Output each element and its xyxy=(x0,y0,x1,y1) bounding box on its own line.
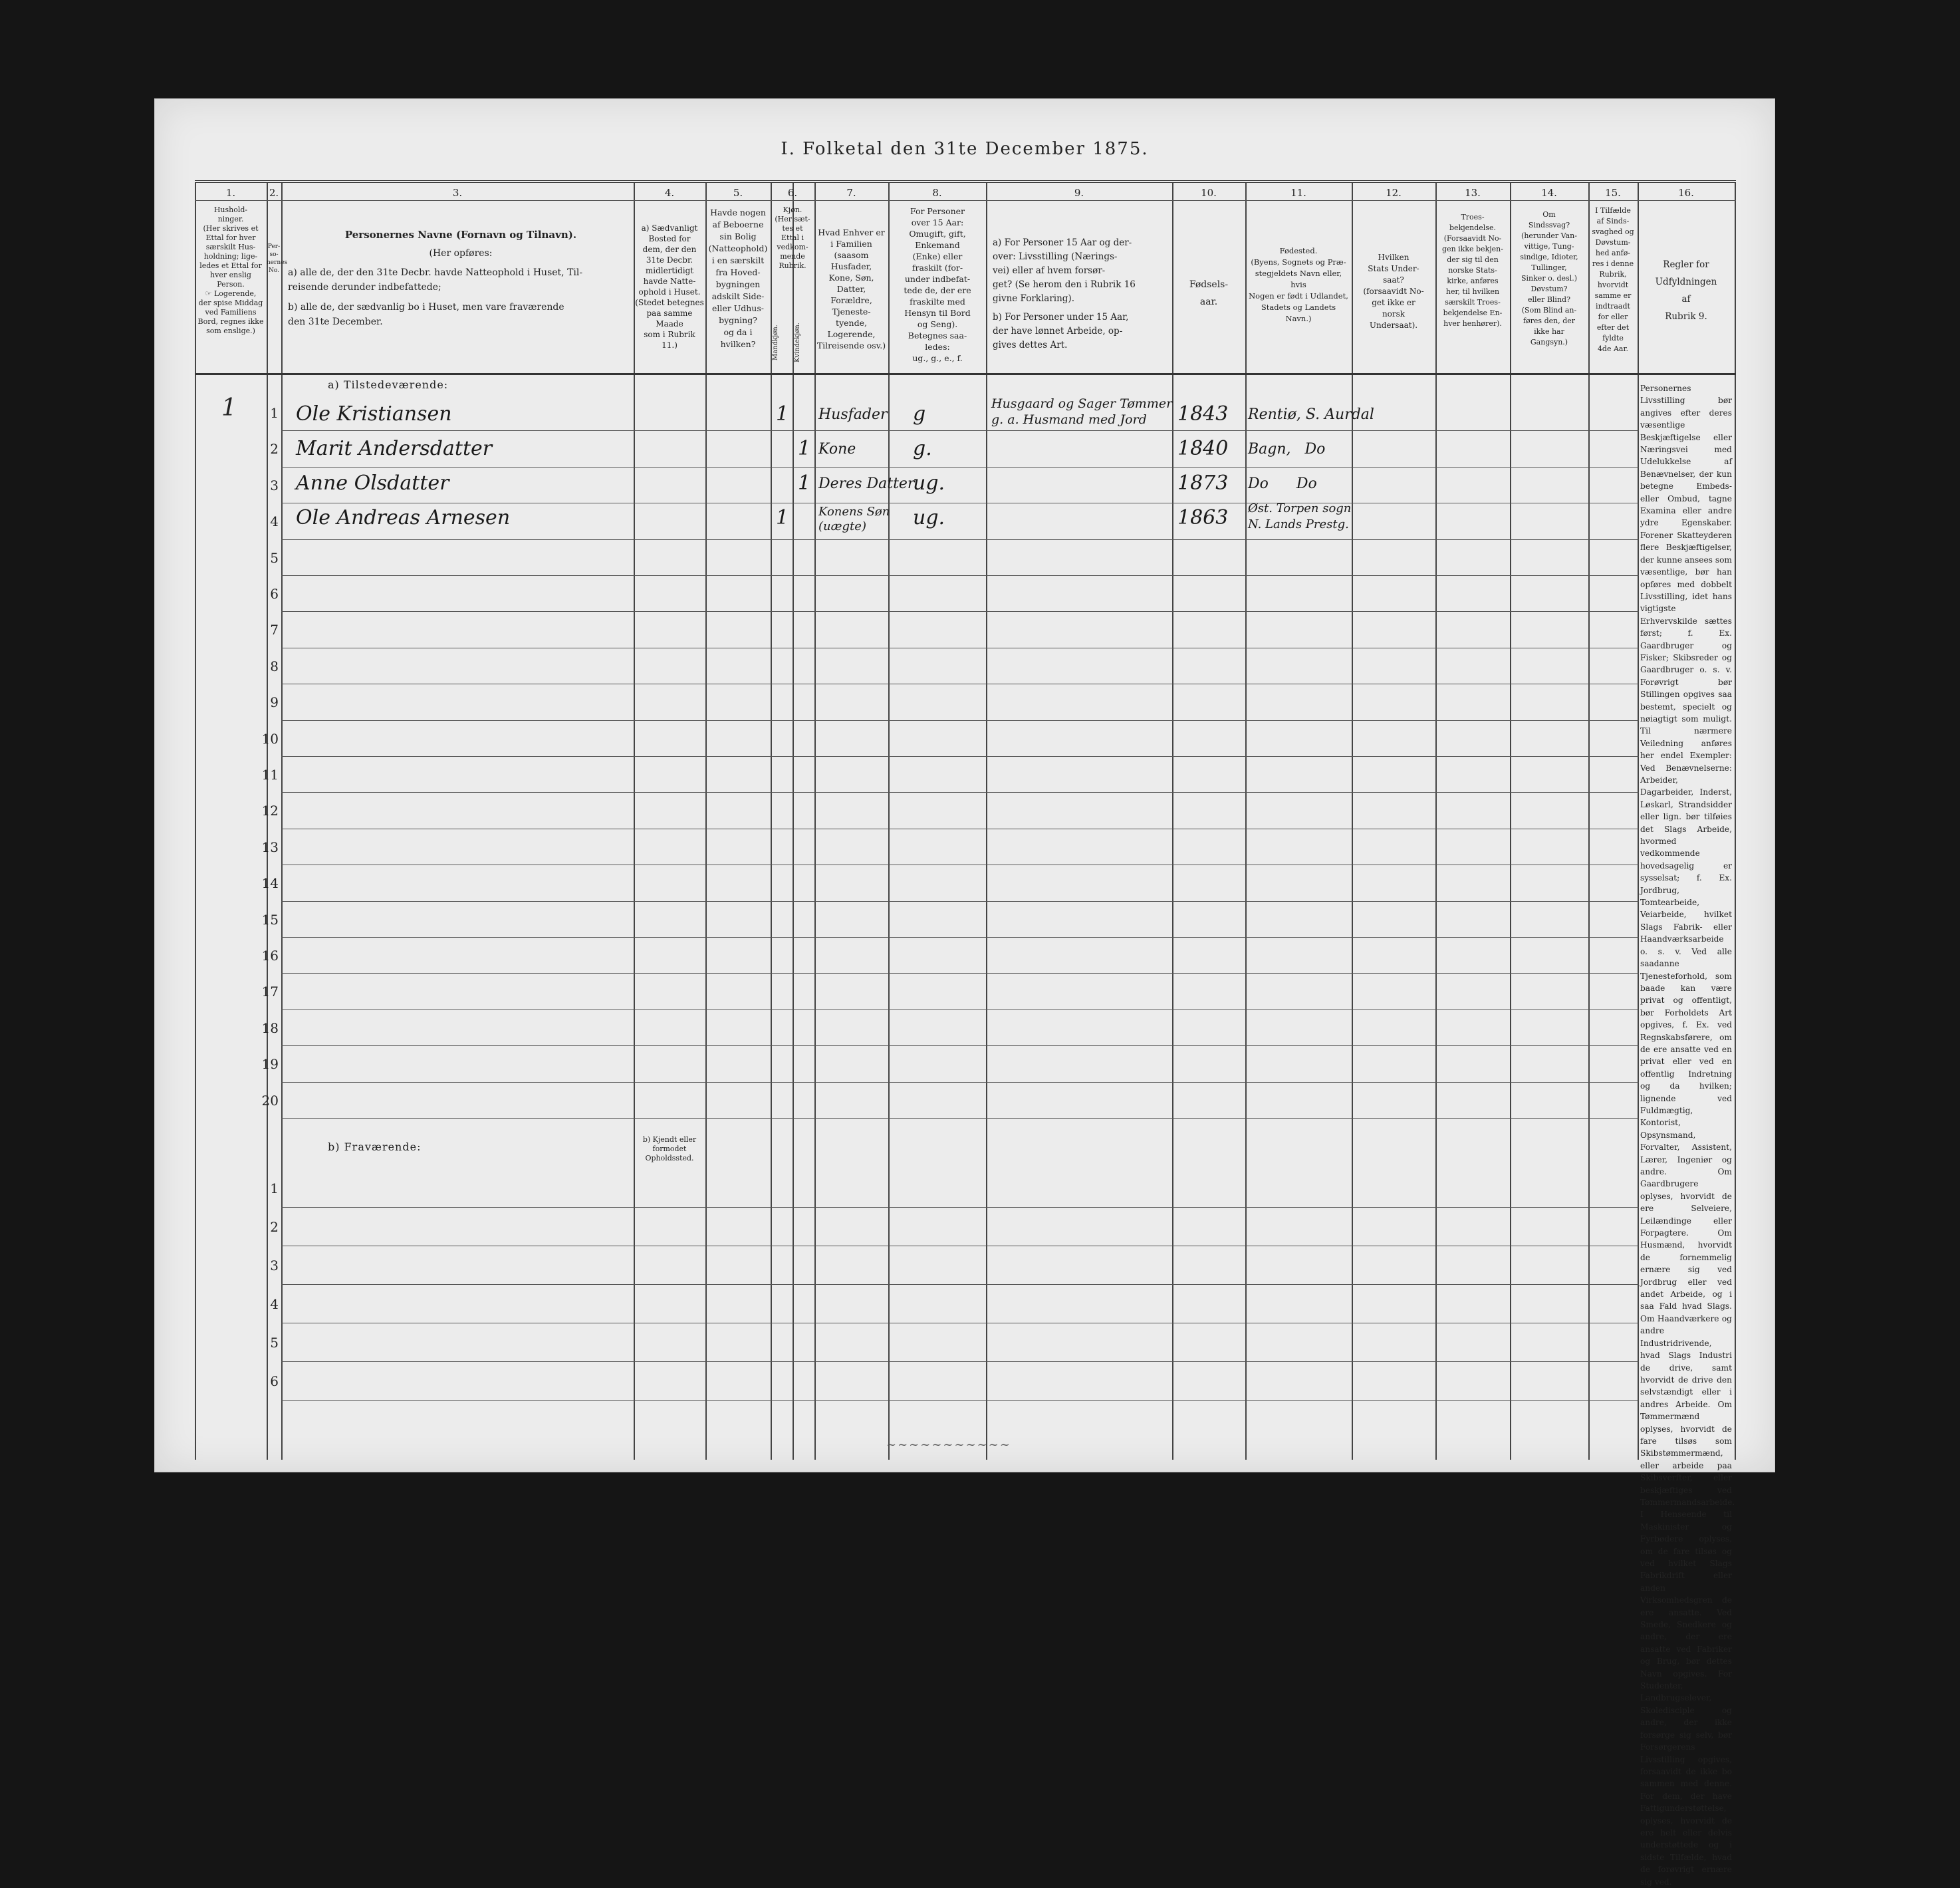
row-number: 1 xyxy=(270,405,279,421)
absent-row-number: 3 xyxy=(270,1258,279,1274)
header-num-line xyxy=(195,200,1736,201)
person-name: Marit Andersdatter xyxy=(296,437,493,460)
row-number: 7 xyxy=(270,622,279,638)
birthplace: Do Do xyxy=(1248,475,1317,492)
header-col16: Regler for Udfyldningen af Rubrik 9. xyxy=(1655,259,1717,322)
sex-female-mark: 1 xyxy=(798,437,811,460)
row-number: 18 xyxy=(261,1019,279,1036)
absent-row-number: 5 xyxy=(270,1335,279,1351)
colnum-14: 14. xyxy=(1541,187,1557,199)
person-name: Anne Olsdatter xyxy=(296,472,449,495)
header-col11: Fødested. (Byens, Sognets og Præ- stegjeldets Navn eller, hvis Nogen er født i Udlandet, Stadets og Landets Navn.) xyxy=(1249,246,1348,323)
row-number: 14 xyxy=(261,875,279,892)
header-col12: Hvilken Stats Under- saat? (forsaavidt No- get ikke er norsk Undersaat). xyxy=(1363,253,1424,330)
row-line xyxy=(281,611,1639,612)
sex-male-mark: 1 xyxy=(776,506,789,529)
row-line xyxy=(281,792,1639,793)
header-col6-male: Mandkjøn. xyxy=(772,325,779,360)
birthplace: Øst. Torpen sogn N. Lands Prestg. xyxy=(1248,501,1352,531)
census-table xyxy=(195,180,1736,1887)
row-number: 2 xyxy=(270,441,279,458)
row-line xyxy=(281,1118,1639,1119)
row-number: 11 xyxy=(261,767,279,783)
sex-male-mark: 1 xyxy=(776,402,789,426)
colnum-10: 10. xyxy=(1201,187,1217,199)
occupation: Husgaard og Sager Tømmer g. a. Husmand med Jord xyxy=(991,396,1173,427)
absent-row-number: 4 xyxy=(270,1296,279,1312)
colnum-15: 15. xyxy=(1605,187,1621,199)
header-col3-title: Personernes Navne (Fornavn og Tilnavn). xyxy=(344,229,577,241)
absent-row-line xyxy=(281,1284,1639,1285)
row-number: 17 xyxy=(261,984,279,1000)
row-number: 13 xyxy=(261,839,279,855)
row-line xyxy=(281,467,1639,468)
family-role: Konens Søn (uægte) xyxy=(818,505,890,533)
colnum-8: 8. xyxy=(932,187,942,199)
row-line xyxy=(281,1082,1639,1083)
row-number: 3 xyxy=(270,477,279,493)
row-number: 4 xyxy=(270,513,279,530)
row-number: 9 xyxy=(270,694,279,711)
header-col4: a) Sædvanligt Bosted for dem, der den 31te Decbr. midlertidigt havde Natte- ophold i Huset. (Stedet betegnes paa samme Maade som i Rubrik 11.) xyxy=(635,223,704,350)
marital-status: ug. xyxy=(913,472,945,495)
family-role: Kone xyxy=(818,441,856,458)
header-col14: Om Sindssvag? (herunder Van- vittige, Tung- sindige, Idioter, Tullinger, Sinker o. desl.) Døvstum? eller Blind? (Som Blind an- føres den, der ikke har Gangsyn.) xyxy=(1520,210,1578,346)
birth-year: 1873 xyxy=(1177,472,1229,495)
header-col6: Kjøn. (Her sæt- tes et Ettal i vedkom- mende Rubrik. xyxy=(775,205,810,270)
birth-year: 1843 xyxy=(1177,402,1229,426)
header-col3-sub: (Her opføres: xyxy=(429,248,493,259)
absent-row-line xyxy=(281,1361,1639,1362)
birthplace: Rentiø, S. Aurdal xyxy=(1248,406,1374,423)
row-number: 16 xyxy=(261,948,279,964)
colnum-6: 6. xyxy=(787,187,798,199)
row-line xyxy=(281,756,1639,757)
header-col1: Hushold- ninger. (Her skrives et Ettal for hver særskilt Hus- holdning; lige- ledes et Ettal for hver enslig Person. ☞ Logerende, der spise Middag ved Familiens Bord, regnes ikke som enslige.) xyxy=(197,205,264,335)
household-mark: 1 xyxy=(221,394,237,422)
absent-row-line xyxy=(281,1400,1639,1401)
header-col6-female: Kvindekjøn. xyxy=(794,323,801,362)
section-absent: b) Fraværende: xyxy=(328,1141,422,1153)
row-line xyxy=(281,937,1639,938)
row-number: 19 xyxy=(261,1056,279,1073)
row-line xyxy=(281,539,1639,540)
row-number: 10 xyxy=(261,730,279,747)
header-col7: Hvad Enhver er i Familien (saasom Husfader, Kone, Søn, Datter, Forældre, Tjeneste- tyende, Logerende, Tilreisende osv.) xyxy=(816,227,886,350)
absent-row-number: 1 xyxy=(270,1180,279,1196)
row-number: 5 xyxy=(270,549,279,566)
colnum-3: 3. xyxy=(452,187,463,199)
header-col9-a: a) For Personer 15 Aar og der- over: Livsstilling (Nærings- vei) eller af hvem forsør- get? (Se herom den i Rubrik 16 givne Forklaring). xyxy=(993,237,1136,304)
header-col10: Fødsels- aar. xyxy=(1189,279,1229,307)
header-col5: Havde nogen af Beboerne sin Bolig (Natteophold) i en særskilt fra Hoved- bygningen adskilt Side- eller Udhus- bygning? og da i hvilken? xyxy=(708,207,768,349)
row-line xyxy=(281,575,1639,576)
header-bottom-line xyxy=(195,373,1736,375)
header-col3-b: b) alle de, der sædvanlig bo i Huset, men vare fraværende den 31te December. xyxy=(288,302,564,327)
header-col15: I Tilfælde af Sinds- svaghed og Døvstum- hed anfø- res i denne Rubrik, hvorvidt samme er indtraadt for eller efter det fyldte 4de Aar. xyxy=(1592,206,1634,353)
colnum-7: 7. xyxy=(846,187,856,199)
birthplace: Bagn, Do xyxy=(1248,441,1326,458)
header-col13: Troes- bekjendelse. (Forsaavidt No- gen ikke bekjen- der sig til den norske Stats- kirke, anføres her, til hvilken særskilt Troes- bekjendelse En- hver henhører). xyxy=(1442,213,1503,328)
row-number: 20 xyxy=(261,1092,279,1109)
footer-mark: ~~~~~~~~~~~ xyxy=(886,1438,1011,1452)
header-col3-a: a) alle de, der den 31te Decbr. havde Natteophold i Huset, Til- reisende derunder indbefattede; xyxy=(288,267,583,293)
birth-year: 1863 xyxy=(1177,506,1229,529)
person-name: Ole Kristiansen xyxy=(296,402,452,426)
rules-text: Personernes Livsstilling bør angives efter deres væsentlige Beskjæftigelse eller Næringsvei med Udelukkelse af Benævnelser, der kun betegne Embeds- eller Ombud, tagne Examina eller andre ydre Egenskaber. Forener Skatteyderen flere Beskjæftigelser, der kunne ansees som væsentlige, bør han opføres med dobbelt Livsstilling, idet hans vigtigste Erhvervskilde sættes først; f. Ex. Gaardbruger og Fisker; Skibsreder og Gaardbruger o. s. v. Forøvrigt bør Stillingen opgives saa bestemt, specielt og nøiagtigt som muligt. Til nærmere Veiledning anføres her endel Exempler: Ved Benævnelserne: Arbeider, Dagarbeider, Inderst, Løskarl, Strandsidder eller lign. bør tilføies det Slags Arbeide, hvormed vedkommende hovedsagelig er sysselsat; f. Ex. Jordbrug, Tomtearbeide, Veiarbeide, hvilket Slags Fabrik- eller Haandværksarbeide o. s. v. Ved alle saadanne Tjenesteforhold, som baade kan være privat og offentligt, bør Forholdets Art opgives, f. Ex. ved Regnskabsførere, om de ere ansatte ved en privat eller ved en offentlig Indretning og da hvilken; lignende ved Fuldmægtig, Kontorist, Opsynsmand, Forvalter, Assistent, Lærer, Ingeniør og andre. Om Gaardbrugere oplyses, hvorvidt de ere Selveiere, Leilændinge eller Forpagtere. Om Husmænd, hvorvidt de fornemmelig ernære sig ved Jordbrug eller ved andet Arbeide, og i saa Fald hvad Slags. Om Haandværkere og andre Industridrivende, hvad Slags Industri de drive, samt hvorvidt de drive den selvstændigt eller i andres Arbeide. Om Tømmermænd oplyses, hvorvidt de fare tilsøs som Skibstømmermænd, eller arbeide paa Skibsverfter, eller beskjæftiges ved Tømmermandsarbeide. I Henseende til Maskinister og Fyrbødere oplyses, om de fare tilsøs og ved hvilket Slags Fabrikdrift eller anden Virksomhedsgren de ere ansatte. Ved Smede, Snedkere og andre, der ere ansatte ved Fabriker og Brug, bør dettes Navn opgives. For Studenter, Landbrugselever, Skoledisciple og andre, der ikke forsørge sig selv, bør Forsørgerens Livsstilling opgives, forsaavidt de ikke bo sammen med denne. For dem, der have Fattigunderstøttelse, oplyses, hvorvidt de ere helt eller delvis understøttede og i sidste Tilfælde, hvad de forøvrigt ernære sig ved. xyxy=(1640,384,1735,1887)
marital-status: ug. xyxy=(913,506,945,529)
section-present: a) Tilstedeværende: xyxy=(328,378,449,391)
census-page xyxy=(154,98,1775,1887)
colnum-1: 1. xyxy=(225,187,236,199)
colnum-12: 12. xyxy=(1386,187,1402,199)
marital-status: g. xyxy=(913,437,932,460)
family-role: Husfader xyxy=(818,406,888,423)
header-col9-b: b) For Personer under 15 Aar, der have lønnet Arbeide, op- gives dettes Art. xyxy=(993,312,1129,350)
header-col8: For Personer over 15 Aar: Omugift, gift, Enkemand (Enke) eller fraskilt (for- under indbefat- tede de, der ere fraskilte med Hensyn til Bord og Seng). Betegnes saa- ledes: ug., g., e., f. xyxy=(904,206,971,363)
colnum-2: 2. xyxy=(269,187,279,199)
row-number: 8 xyxy=(270,658,279,674)
row-line xyxy=(281,901,1639,902)
birth-year: 1840 xyxy=(1177,437,1229,460)
absent-row-number: 6 xyxy=(270,1373,279,1389)
row-line xyxy=(281,720,1639,721)
row-line xyxy=(281,973,1639,974)
row-line xyxy=(281,1045,1639,1046)
row-number: 6 xyxy=(270,586,279,602)
colnum-11: 11. xyxy=(1290,187,1306,199)
row-number: 15 xyxy=(261,911,279,928)
colnum-5: 5. xyxy=(733,187,743,199)
marital-status: g xyxy=(913,402,926,426)
absent-row-line xyxy=(281,1207,1639,1208)
colnum-16: 16. xyxy=(1678,187,1694,199)
header-col2: Per- so- nernes No. xyxy=(267,243,288,274)
row-line xyxy=(281,430,1639,431)
absent-location-header: b) Kjendt eller formodet Opholdssted. xyxy=(642,1135,697,1162)
family-role: Deres Datter xyxy=(818,475,915,492)
person-name: Ole Andreas Arnesen xyxy=(296,506,511,529)
absent-row-number: 2 xyxy=(270,1219,279,1235)
colnum-13: 13. xyxy=(1465,187,1481,199)
page-title: I. Folketal den 31te December 1875. xyxy=(781,139,1149,159)
row-number: 12 xyxy=(261,803,279,819)
colnum-4: 4. xyxy=(664,187,675,199)
sex-female-mark: 1 xyxy=(798,472,811,495)
colnum-9: 9. xyxy=(1074,187,1084,199)
